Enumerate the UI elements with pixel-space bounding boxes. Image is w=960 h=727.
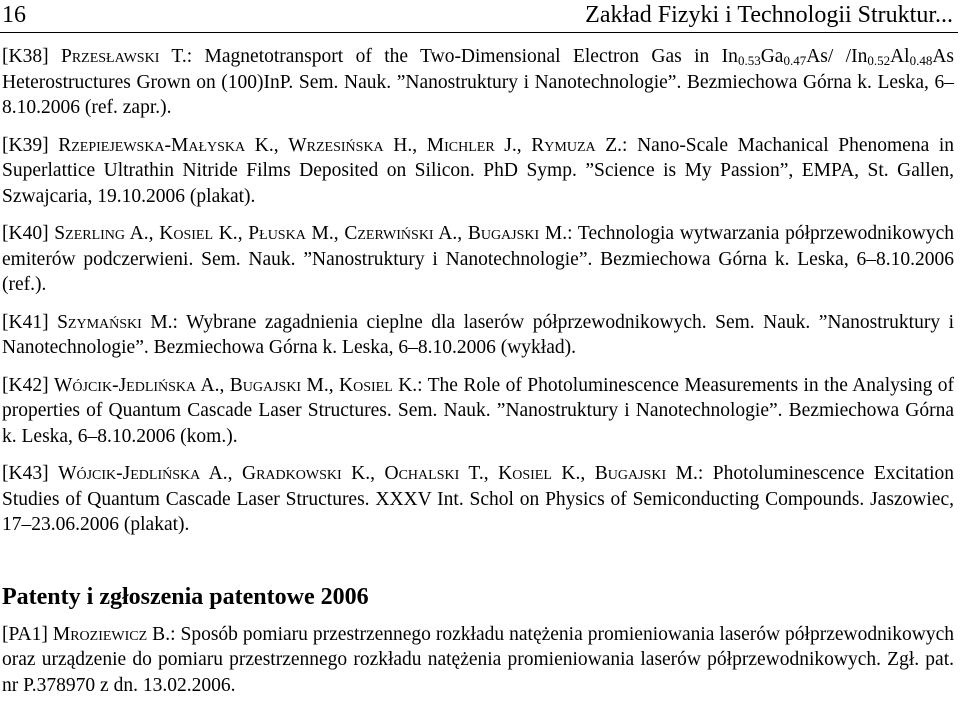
ref-text: : Magnetotransport of the Two-Dimensional Electron Gas in In — [186, 46, 738, 67]
ref-author: Przesławski T. — [60, 46, 187, 67]
author-separator: , — [219, 374, 230, 396]
ref-tag: [K40] — [2, 223, 55, 244]
ref-text: : Sposób pomiaru przestrzennego rozkładu natężenia promieniowania laserów półprzewodnikowych oraz urządzenie do pomiaru przestrzennego rozkładu natężenia promieniowania laserów półprzewodnikowych. Zgł. pat. nr P.378970 z dn. 13.02.2006. — [2, 623, 955, 696]
ref-author: Rzepiejewska-Małyska K. — [58, 134, 274, 156]
ref-author: Bugajski M. — [229, 374, 329, 396]
author-separator: , — [237, 223, 249, 244]
ref-subscript: 0.52 — [867, 53, 891, 68]
author-separator: , — [333, 223, 345, 244]
header-rule — [0, 32, 958, 33]
ref-author: Gradkowski K. — [242, 463, 371, 484]
author-separator: , — [412, 134, 427, 156]
reference-k40 — [2, 221, 954, 298]
ref-text: : Wybrane zagadnienia cieplne dla laserów półprzewodnikowych. Sem. Nauk. ”Nanostruktury i Nanotechnologie”. Bezmiechowa Górna k. Leska, 6–8.10.2006 (wykład). — [2, 311, 954, 358]
reference-k42 — [2, 373, 954, 450]
author-separator: , — [457, 223, 468, 244]
ref-author: Wójcik-Jedlińska A. — [54, 374, 220, 396]
ref-text: : The Role of Photoluminescence Measurements in the Analysing of properties of Quantum Cascade Laser Structures. Sem. Nauk. ”Nanostruktury i Nanotechnologie”. Bezmiechowa Górna k. Leska, 6–8.10.2006 (kom.). — [2, 374, 955, 447]
author-separator: , — [483, 463, 499, 484]
ref-tag: [K43] — [2, 463, 59, 484]
ref-tag: [K41] — [2, 311, 58, 333]
ref-subscript: 0.48 — [909, 53, 933, 68]
ref-text: : Nano-Scale Machanical Phenomena in Superlattice Ultrathin Nitride Films Deposited on Silicon. PhD Symp. ”Science is My Passion”, EMPA, St. Gallen, Szwajcaria, 19.10.2006 (plakat). — [2, 134, 955, 207]
author-separator: , — [516, 134, 532, 156]
reference-k39 — [2, 133, 954, 210]
ref-author: Kosiel K. — [498, 463, 581, 484]
patent-pa1 — [2, 622, 954, 699]
reference-k41 — [2, 310, 954, 361]
ref-author: Kosiel K. — [339, 374, 418, 396]
ref-text: As Heterostructures Grown on (100)InP. Sem. Nauk. ”Nanostruktury i Nanotechnologie”. Bezmiechowa Górna k. Leska, 6–8.10.2006 (ref. zapr.). — [2, 46, 954, 118]
author-separator: , — [148, 223, 160, 244]
ref-author: Bugajski M. — [467, 223, 568, 244]
ref-author: Wrzesińska H. — [288, 134, 413, 156]
ref-author: Szymański M. — [57, 311, 173, 333]
ref-author: Szerling A. — [54, 223, 149, 244]
ref-text: As/ /In — [806, 46, 868, 67]
reference-k43 — [2, 461, 954, 538]
ref-tag: [PA1] — [2, 623, 53, 645]
ref-subscript: 0.53 — [737, 53, 761, 68]
ref-author: Płuska M. — [248, 223, 334, 244]
running-head: Zakład Fizyki i Technologii Struktur... — [585, 2, 953, 28]
author-separator: , — [328, 374, 340, 396]
ref-author: Czerwiński A. — [344, 223, 458, 244]
ref-tag: [K39] — [2, 134, 59, 156]
ref-author: Michler J. — [426, 134, 517, 156]
ref-author: Ochalski T. — [384, 463, 484, 484]
ref-author: Bugajski M. — [594, 463, 698, 484]
ref-text: : Technologia wytwarzania półprzewodnikowych emiterów podczerwieni. Sem. Nauk. ”Nanostruktury i Nanotechnologie”. Bezmiechowa Górna k. Leska, 6–8.10.2006 (ref.). — [2, 223, 955, 295]
author-separator: , — [370, 463, 385, 484]
ref-text: Al — [890, 46, 910, 67]
author-separator: , — [227, 463, 243, 484]
section-heading: Patenty i zgłoszenia patentowe 2006 — [2, 583, 369, 610]
ref-author: Mroziewicz B. — [52, 623, 171, 645]
ref-author: Rymuza Z. — [531, 134, 623, 156]
ref-subscript: 0.47 — [783, 53, 807, 68]
ref-text: : Photoluminescence Excitation Studies of Quantum Cascade Laser Structures. XXXV Int. Schol on Physics of Semiconducting Compounds. Jaszowiec, 17–23.06.2006 (plakat). — [2, 463, 955, 535]
author-separator: , — [580, 463, 595, 484]
reference-k38 — [2, 44, 954, 121]
ref-author: Kosiel K. — [159, 223, 238, 244]
page-number: 16 — [2, 2, 26, 28]
ref-tag: [K38] — [2, 46, 61, 67]
ref-tag: [K42] — [2, 374, 54, 396]
ref-author: Wójcik-Jedlińska A. — [58, 463, 228, 484]
document-body — [2, 44, 954, 698]
author-separator: , — [273, 134, 289, 156]
ref-text: Ga — [760, 46, 784, 67]
